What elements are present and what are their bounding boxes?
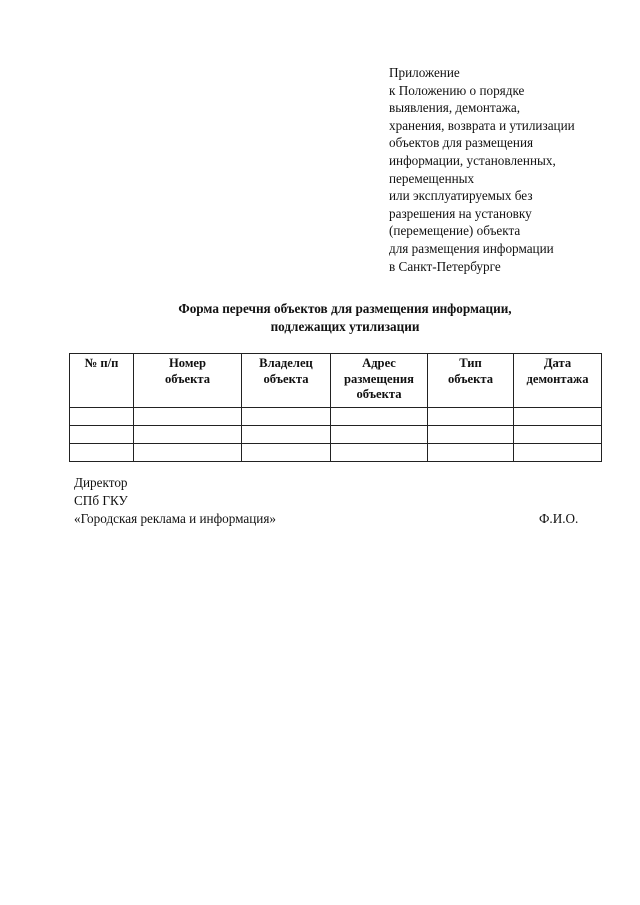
table-cell bbox=[428, 444, 514, 462]
table-cell bbox=[514, 408, 602, 426]
signature-organization-name: «Городская реклама и информация» bbox=[74, 511, 277, 526]
objects-table bbox=[69, 353, 602, 462]
table-cell bbox=[428, 408, 514, 426]
header-text: Владелец bbox=[259, 356, 313, 370]
table-row bbox=[70, 444, 602, 462]
appendix-line: объектов для размещения bbox=[389, 135, 534, 151]
header-owner bbox=[242, 354, 331, 408]
table-cell bbox=[428, 426, 514, 444]
appendix-line: (перемещение) объекта bbox=[389, 223, 521, 239]
table-cell bbox=[134, 408, 242, 426]
table-cell bbox=[242, 426, 331, 444]
table-cell bbox=[514, 444, 602, 462]
signature-fio: Ф.И.О. bbox=[539, 511, 579, 526]
header-number-text: № п/п bbox=[84, 356, 119, 370]
header-dismantle-date bbox=[514, 354, 602, 408]
appendix-block bbox=[389, 64, 629, 275]
table-cell bbox=[331, 444, 428, 462]
header-text: объекта bbox=[263, 371, 309, 386]
appendix-line: Приложение bbox=[389, 65, 460, 80]
header-text: Номер bbox=[168, 356, 207, 370]
header-object-id bbox=[134, 354, 242, 408]
header-text: Тип bbox=[459, 356, 482, 370]
header-text: демонтажа bbox=[526, 371, 589, 386]
header-text: объекта bbox=[164, 371, 211, 386]
table-cell bbox=[70, 426, 134, 444]
table-cell bbox=[242, 408, 331, 426]
table-header-row bbox=[70, 354, 602, 408]
header-type bbox=[428, 354, 514, 408]
appendix-line: хранения, возврата и утилизации bbox=[389, 117, 575, 133]
form-title-line-1: Форма перечня объектов для размещения информации, bbox=[178, 301, 512, 316]
table-cell bbox=[70, 408, 134, 426]
appendix-line: разрешения на установку bbox=[389, 205, 532, 221]
form-title-line-2: подлежащих утилизации bbox=[270, 318, 420, 334]
appendix-line: выявления, демонтажа, bbox=[389, 100, 521, 116]
header-text: объекта bbox=[356, 387, 402, 401]
table-cell bbox=[70, 444, 134, 462]
header-text: размещения bbox=[344, 371, 414, 386]
header-text: Адрес bbox=[362, 356, 396, 370]
signature-organization-short: СПб ГКУ bbox=[74, 493, 128, 508]
table-cell bbox=[331, 426, 428, 444]
appendix-line: в Санкт-Петербурге bbox=[389, 258, 501, 274]
table-cell bbox=[134, 444, 242, 462]
header-number bbox=[70, 354, 134, 408]
appendix-line: перемещенных bbox=[389, 170, 475, 186]
signature-position: Директор bbox=[74, 475, 128, 490]
table-row bbox=[70, 408, 602, 426]
form-title bbox=[100, 300, 590, 335]
table-cell bbox=[331, 408, 428, 426]
appendix-line: для размещения информации bbox=[389, 240, 554, 256]
appendix-line: информации, установленных, bbox=[389, 152, 556, 168]
header-text: Дата bbox=[543, 356, 572, 370]
header-address bbox=[331, 354, 428, 408]
signature-block bbox=[74, 474, 374, 528]
table-row bbox=[70, 426, 602, 444]
appendix-line: или эксплуатируемых без bbox=[389, 188, 533, 204]
table-cell bbox=[514, 426, 602, 444]
appendix-line: к Положению о порядке bbox=[389, 82, 525, 98]
table-cell bbox=[242, 444, 331, 462]
header-text: объекта bbox=[447, 371, 494, 386]
table-cell bbox=[134, 426, 242, 444]
